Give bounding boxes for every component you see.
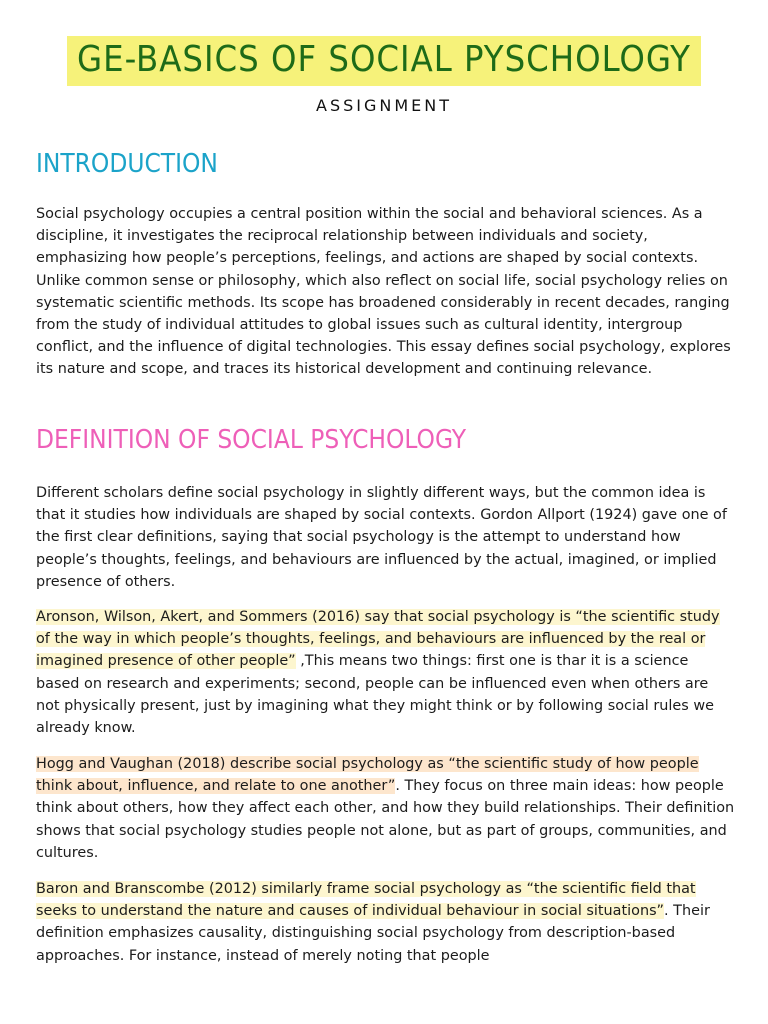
definition-paragraph-allport: Different scholars define social psychology in slightly different ways, but the common idea is that it studies how individuals are shaped by social contexts. Gordon Allport (1924) gave one of the first clear definitions, saying that social psychology is the attempt to understand how people’s thoughts, feelings, and behaviours are influenced by the actual, imagined, or implied presence of others. — [36, 485, 727, 590]
definition-paragraph-hogg — [36, 753, 736, 864]
introduction-paragraph: Social psychology occupies a central position within the social and behavioral sciences. As a discipline, it investigates the reciprocal relationship between individuals and society, emphasizing how people’s perceptions, feelings, and actions are shaped by social contexts. Unlike common sense or philosophy, which also reflect on social life, social psychology relies on systematic scientific methods. Its scope has broadened considerably in recent decades, ranging from the study of individual attitudes to global issues such as cultural identity, intergroup conflict, and the influence of digital technologies. This essay defines social psychology, explores its nature and scope, and traces its historical development and continuing relevance. — [36, 206, 731, 378]
hogg-text: . They focus on three main ideas: how people think about others, how they affect each other, and how they build relationships. Their definition shows that social psychology studies people not alone, but as part of groups, communities, and cultures. — [36, 778, 735, 861]
definition-paragraph-baron — [36, 878, 736, 967]
page-subtitle: ASSIGNMENT — [316, 96, 452, 115]
baron-text: . Their definition emphasizes causality, distinguishing social psychology from description-based approaches. For instance, instead of merely noting that people — [36, 903, 710, 964]
page-title: GE-BASICS OF SOCIAL PYSCHOLOGY — [67, 36, 701, 86]
aronson-highlight: Aronson, Wilson, Akert, and Sommers (2016) say that social psychology is “the scientific study of the way in which people’s thoughts, feelings, and behaviours are influenced by the real or imagined presence of other people” — [36, 609, 720, 670]
definition-heading: DEFINITION OF SOCIAL PSYCHOLOGY — [36, 425, 467, 455]
baron-highlight: Baron and Branscombe (2012) similarly frame social psychology as “the scientific field that seeks to understand the nature and causes of individual behaviour in social situations” — [36, 881, 696, 920]
title-container — [0, 36, 768, 86]
hogg-highlight: Hogg and Vaughan (2018) describe social psychology as “the scientific study of how people think about, influence, and relate to one another” — [36, 756, 699, 795]
definition-paragraph-aronson — [36, 606, 736, 739]
introduction-heading: INTRODUCTION — [36, 149, 218, 179]
aronson-text: ,This means two things: first one is thar it is a science based on research and experiments; second, people can be influenced even when others are not physically present, just by imagining what they might think or by following social rules we already know. — [36, 653, 714, 737]
